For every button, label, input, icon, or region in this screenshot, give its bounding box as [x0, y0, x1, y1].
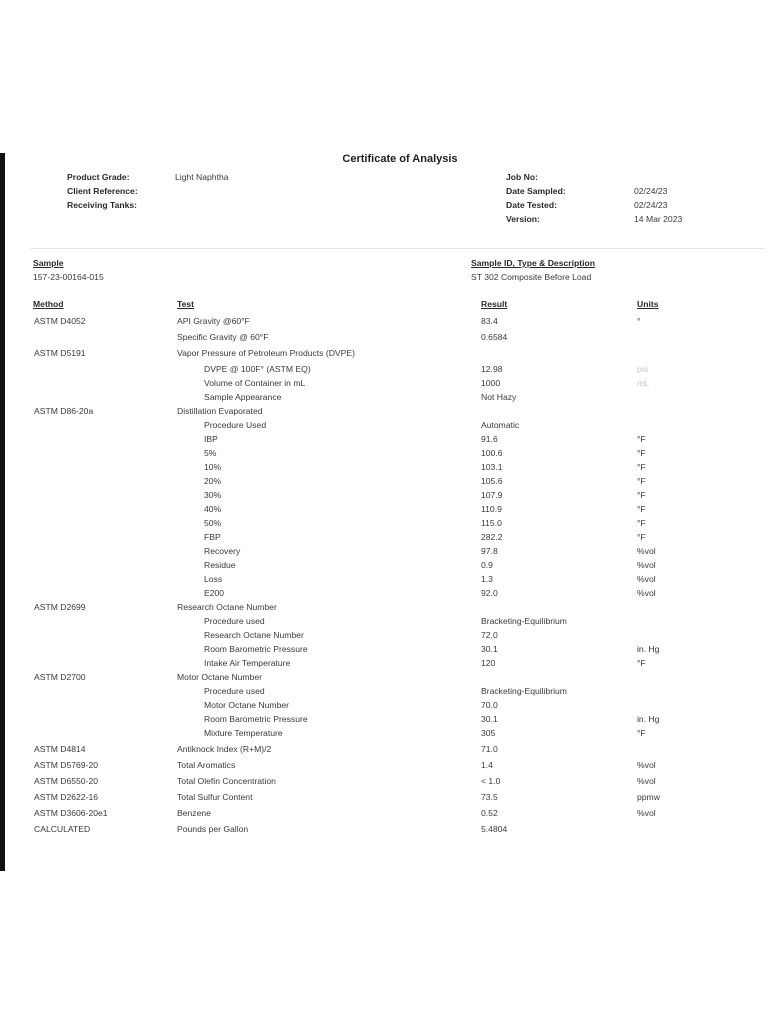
- result-cell: 110.9: [481, 504, 502, 514]
- test-cell: E200: [204, 588, 225, 598]
- method-cell: ASTM D2700: [34, 672, 86, 682]
- result-cell: 282.2: [481, 532, 503, 542]
- result-cell: 97.8: [481, 546, 498, 556]
- sample-label: Sample: [33, 258, 64, 268]
- test-cell: DVPE @ 100F° (ASTM EQ): [204, 364, 311, 374]
- table-row: [0, 488, 768, 502]
- result-cell: 105.6: [481, 476, 503, 486]
- table-row: [0, 558, 768, 572]
- test-cell: Antiknock Index (R+M)/2: [177, 744, 272, 754]
- result-cell: 103.1: [481, 462, 503, 472]
- method-cell: ASTM D5191: [34, 348, 86, 358]
- test-cell: Room Barometric Pressure: [204, 714, 308, 724]
- test-cell: Distillation Evaporated: [177, 406, 263, 416]
- test-cell: Residue: [204, 560, 236, 570]
- table-row: [0, 726, 768, 742]
- test-cell: Total Aromatics: [177, 760, 236, 770]
- test-cell: 50%: [204, 518, 222, 528]
- result-cell: 73.5: [481, 792, 498, 802]
- sample-value: 157-23-00164-015: [33, 272, 104, 282]
- product-grade-value: Light Naphtha: [175, 172, 229, 182]
- units-cell: in. Hg: [637, 714, 660, 724]
- table-row: [0, 314, 768, 330]
- table-row: [0, 418, 768, 432]
- test-cell: Procedure used: [204, 616, 265, 626]
- date-tested-label: Date Tested:: [506, 200, 557, 210]
- test-cell: 30%: [204, 490, 222, 500]
- units-cell: %vol: [637, 808, 656, 818]
- test-cell: Benzene: [177, 808, 211, 818]
- results-table: [0, 314, 768, 838]
- result-cell: 115.0: [481, 518, 502, 528]
- result-cell: 91.6: [481, 434, 498, 444]
- units-cell: °F: [637, 476, 646, 486]
- date-tested-value: 02/24/23: [634, 200, 668, 210]
- result-cell: 30.1: [481, 644, 498, 654]
- result-cell: 12.98: [481, 364, 503, 374]
- date-sampled-value: 02/24/23: [634, 186, 668, 196]
- test-cell: Procedure used: [204, 686, 265, 696]
- result-cell: Automatic: [481, 420, 520, 430]
- units-cell: °F: [637, 658, 646, 668]
- method-cell: ASTM D2699: [34, 602, 86, 612]
- method-cell: ASTM D5769-20: [34, 760, 99, 770]
- units-cell: %vol: [637, 588, 656, 598]
- column-header-result: Result: [481, 299, 508, 309]
- result-cell: 107.9: [481, 490, 503, 500]
- result-cell: 0.52: [481, 808, 498, 818]
- table-row: [0, 670, 768, 684]
- test-cell: Research Octane Number: [204, 630, 304, 640]
- table-row: [0, 614, 768, 628]
- test-cell: 20%: [204, 476, 222, 486]
- test-cell: Pounds per Gallon: [177, 824, 249, 834]
- table-row: [0, 572, 768, 586]
- test-cell: API Gravity @60°F: [177, 316, 250, 326]
- test-cell: Research Octane Number: [177, 602, 277, 612]
- test-cell: Total Sulfur Content: [177, 792, 253, 802]
- units-cell: %vol: [637, 574, 656, 584]
- result-cell: 72.0: [481, 630, 498, 640]
- column-header-method: Method: [33, 299, 64, 309]
- receiving-tanks-label: Receiving Tanks:: [67, 200, 138, 210]
- units-cell: psi: [637, 364, 648, 374]
- result-cell: Bracketing-Equilibrium: [481, 686, 567, 696]
- result-cell: 305: [481, 728, 496, 738]
- units-cell: °F: [637, 448, 646, 458]
- header-divider: [30, 248, 764, 249]
- table-row: [0, 330, 768, 346]
- method-cell: ASTM D4814: [34, 744, 86, 754]
- table-row: [0, 656, 768, 670]
- table-row: [0, 600, 768, 614]
- method-cell: ASTM D3606-20e1: [34, 808, 108, 818]
- method-cell: ASTM D6550-20: [34, 776, 99, 786]
- sample-description-label: Sample ID, Type & Description: [471, 258, 596, 268]
- test-cell: Room Barometric Pressure: [204, 644, 308, 654]
- units-cell: %vol: [637, 776, 656, 786]
- table-row: [0, 806, 768, 822]
- table-row: [0, 712, 768, 726]
- test-cell: Specific Gravity @ 60°F: [177, 332, 269, 342]
- result-cell: Bracketing-Equilibrium: [481, 616, 567, 626]
- test-cell: IBP: [204, 434, 218, 444]
- test-cell: Motor Octane Number: [177, 672, 263, 682]
- units-cell: °F: [637, 504, 646, 514]
- table-row: [0, 432, 768, 446]
- table-row: [0, 376, 768, 390]
- result-cell: 1.3: [481, 574, 493, 584]
- method-cell: ASTM D2622-16: [34, 792, 99, 802]
- test-cell: 10%: [204, 462, 222, 472]
- units-cell: °F: [637, 462, 646, 472]
- table-row: [0, 698, 768, 712]
- table-row: [0, 544, 768, 558]
- table-row: [0, 502, 768, 516]
- result-cell: 92.0: [481, 588, 498, 598]
- result-cell: 71.0: [481, 744, 498, 754]
- table-row: [0, 822, 768, 838]
- result-cell: 0.6584: [481, 332, 508, 342]
- units-cell: °F: [637, 490, 646, 500]
- method-cell: ASTM D86-20a: [34, 406, 94, 416]
- table-row: [0, 446, 768, 460]
- test-cell: 40%: [204, 504, 222, 514]
- result-cell: 70.0: [481, 700, 498, 710]
- table-row: [0, 586, 768, 600]
- result-cell: 5.4804: [481, 824, 508, 834]
- units-cell: in. Hg: [637, 644, 660, 654]
- table-row: [0, 474, 768, 488]
- result-cell: Not Hazy: [481, 392, 517, 402]
- units-cell: °F: [637, 518, 646, 528]
- test-cell: Volume of Container in mL: [204, 378, 306, 388]
- version-label: Version:: [506, 214, 540, 224]
- table-row: [0, 404, 768, 418]
- test-cell: Mixture Temperature: [204, 728, 283, 738]
- units-cell: %vol: [637, 560, 656, 570]
- sample-description-value: ST 302 Composite Before Load: [471, 272, 592, 282]
- result-cell: 83.4: [481, 316, 498, 326]
- result-cell: 30.1: [481, 714, 498, 724]
- table-row: [0, 742, 768, 758]
- units-cell: °: [637, 316, 641, 326]
- test-cell: Sample Appearance: [204, 392, 282, 402]
- table-row: [0, 774, 768, 790]
- table-row: [0, 628, 768, 642]
- test-cell: Vapor Pressure of Petroleum Products (DVPE): [177, 348, 355, 358]
- job-no-label: Job No:: [506, 172, 538, 182]
- units-cell: ppmw: [637, 792, 660, 802]
- table-row: [0, 790, 768, 806]
- column-header-units: Units: [637, 299, 659, 309]
- units-cell: mL: [637, 378, 649, 388]
- units-cell: °F: [637, 532, 646, 542]
- units-cell: %vol: [637, 546, 656, 556]
- table-row: [0, 362, 768, 376]
- client-reference-label: Client Reference:: [67, 186, 138, 196]
- product-grade-label: Product Grade:: [67, 172, 130, 182]
- result-cell: 0.9: [481, 560, 493, 570]
- result-cell: 1000: [481, 378, 501, 388]
- table-row: [0, 530, 768, 544]
- version-value: 14 Mar 2023: [634, 214, 683, 224]
- table-row: [0, 346, 768, 362]
- test-cell: FBP: [204, 532, 221, 542]
- table-row: [0, 516, 768, 530]
- test-cell: Procedure Used: [204, 420, 267, 430]
- test-cell: Total Olefin Concentration: [177, 776, 276, 786]
- table-row: [0, 758, 768, 774]
- result-cell: 1.4: [481, 760, 493, 770]
- table-row: [0, 642, 768, 656]
- column-header-test: Test: [177, 299, 195, 309]
- page-title: Certificate of Analysis: [342, 153, 458, 165]
- test-cell: Loss: [204, 574, 223, 584]
- date-sampled-label: Date Sampled:: [506, 186, 566, 196]
- units-cell: °F: [637, 728, 646, 738]
- table-row: [0, 390, 768, 404]
- test-cell: Recovery: [204, 546, 241, 556]
- result-cell: 120: [481, 658, 496, 668]
- units-cell: °F: [637, 434, 646, 444]
- result-cell: < 1.0: [481, 776, 501, 786]
- result-cell: 100.6: [481, 448, 503, 458]
- method-cell: ASTM D4052: [34, 316, 86, 326]
- table-row: [0, 460, 768, 474]
- table-row: [0, 684, 768, 698]
- method-cell: CALCULATED: [34, 824, 91, 834]
- test-cell: Motor Octane Number: [204, 700, 290, 710]
- units-cell: %vol: [637, 760, 656, 770]
- test-cell: 5%: [204, 448, 217, 458]
- test-cell: Intake Air Temperature: [204, 658, 291, 668]
